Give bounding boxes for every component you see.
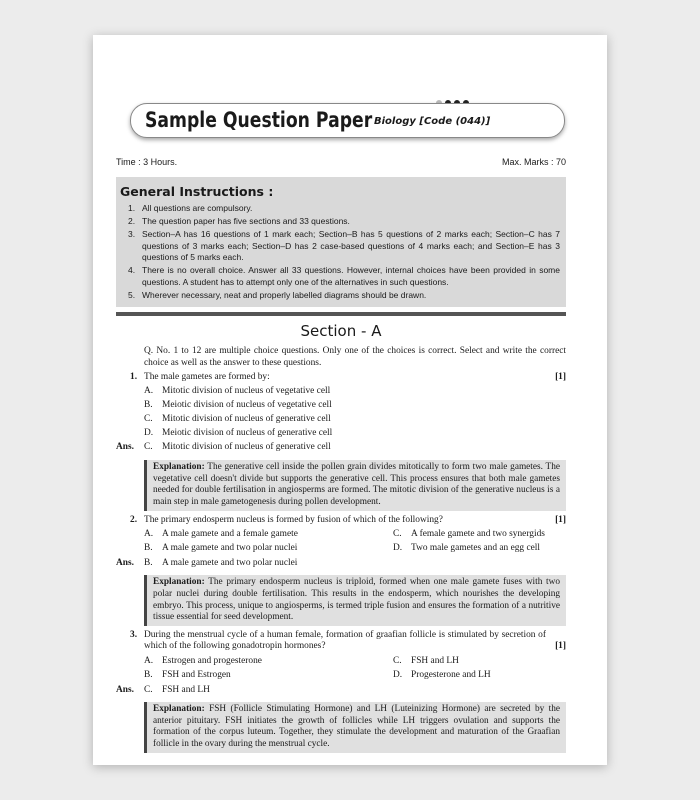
paper-subtitle: Biology [Code (044)] xyxy=(374,116,491,127)
questions-content xyxy=(116,346,566,757)
question-marks: [1] xyxy=(555,641,566,652)
option-text: Estrogen and progesterone xyxy=(162,656,262,667)
section-intro: Q. No. 1 to 12 are multiple choice questions. Only one of the choices is correct. Select and write the correct choice as well as the answer to these questions. xyxy=(144,346,566,368)
option-label: B. xyxy=(144,400,153,411)
option-label: D. xyxy=(393,670,403,681)
option-label: A. xyxy=(144,529,154,540)
option-label: B. xyxy=(144,543,153,554)
answer-option: C. xyxy=(144,442,153,453)
option-text: A female gamete and two synergids xyxy=(411,529,545,540)
explanation-text: The generative cell inside the pollen grain divides mitotically to form two male gametes. The vegetative cell doesn't divide but supports the generative cell. This process ensures that both male gametes needed for double fertilisation in angiosperms are formed. The mitotic division of the generative nucleus is a main step in male gametogenesis during pollen development. xyxy=(153,462,560,507)
instruction-item xyxy=(116,265,560,288)
instruction-text: All questions are compulsory. xyxy=(142,203,253,213)
options-row xyxy=(116,529,566,541)
answer-line xyxy=(116,442,566,454)
option-text: Two male gametes and an egg cell xyxy=(411,543,540,554)
instruction-item xyxy=(116,203,560,215)
instruction-number: 3. xyxy=(128,229,136,240)
option-label: A. xyxy=(144,656,154,667)
option xyxy=(116,386,566,398)
answer-label: Ans. xyxy=(116,557,134,568)
option xyxy=(116,414,566,426)
explanation-label: Explanation: xyxy=(153,704,205,715)
option xyxy=(116,656,365,668)
option-text: Meiotic division of nucleus of vegetative cell xyxy=(162,400,332,411)
instruction-text: Wherever necessary, neat and properly labelled diagrams should be drawn. xyxy=(142,290,427,301)
options-row xyxy=(116,670,566,682)
explanation-text: The primary endosperm nucleus is triploid, formed when one male gamete fuses with two polar nuclei during double fertilisation. This results in the endosperm, which nourishes the developing embryo. This process, unique to angiosperms, is termed triple fusion and ensures the formation of a nutritive tissue essential for seed development. xyxy=(153,577,561,623)
instruction-text: Section–A has 16 questions of 1 mark each; Section–B has 5 questions of 2 marks each; Section–C has 7 questions of 3 marks each; Section–D has 2 case-based questions of 4 marks each; and Section–E has 3 questions of 5 marks each. xyxy=(142,229,560,263)
answer-option: B. xyxy=(144,557,153,568)
option xyxy=(116,529,365,541)
option-text: Progesterone and LH xyxy=(411,670,491,681)
explanation-label: Explanation: xyxy=(153,462,205,473)
instruction-text: The question paper has five sections and 33 questions. xyxy=(142,216,350,227)
paper-title: Sample Question Paper xyxy=(145,108,373,132)
instruction-number: 2. xyxy=(128,216,136,227)
answer-label: Ans. xyxy=(116,684,134,695)
explanation-box xyxy=(144,460,566,510)
option-label: C. xyxy=(393,656,402,667)
explanation-box xyxy=(144,575,566,625)
option-text: Mitotic division of nucleus of vegetative cell xyxy=(162,386,331,397)
question-text: During the menstrual cycle of a human female, formation of graafian follicle is stimulated by secretion of which of the following gonadotropin hormones? xyxy=(144,629,546,652)
option xyxy=(116,670,365,682)
option-text: FSH and Estrogen xyxy=(162,670,231,681)
option-label: B. xyxy=(144,670,153,681)
instruction-item xyxy=(116,229,560,264)
option-label: A. xyxy=(144,386,154,397)
option-label: D. xyxy=(144,428,154,439)
question-number: 2. xyxy=(130,514,138,525)
option-text: A male gamete and a female gamete xyxy=(162,529,298,540)
question-text: The male gametes are formed by: xyxy=(144,372,270,383)
answer-text: FSH and LH xyxy=(162,684,210,695)
option-label: C. xyxy=(393,529,402,540)
answer-line xyxy=(116,685,566,697)
section-divider xyxy=(116,312,566,316)
option xyxy=(116,428,566,440)
question-1 xyxy=(116,372,566,384)
section-title: Section - A xyxy=(300,322,382,340)
question-marks: [1] xyxy=(555,372,566,383)
question-marks: [1] xyxy=(555,514,566,525)
explanation-text: FSH (Follicle Stimulating Hormone) and LH (Luteinizing Hormone) are secreted by the anterior pituitary. FSH initiates the growth of follicles while LH triggers ovulation and supports the formation of the corpus luteum. Together, they stimulate the development and maturation of the Graafian follicle in the ovary during the menstrual cycle. xyxy=(153,704,561,750)
option-text: FSH and LH xyxy=(411,656,459,667)
answer-text: A male gamete and two polar nuclei xyxy=(162,557,298,568)
instruction-item xyxy=(116,290,560,302)
instruction-number: 1. xyxy=(128,203,136,213)
answer-text: Mitotic division of nucleus of generative cell xyxy=(162,442,331,453)
max-marks-label: Max. Marks : 70 xyxy=(501,157,566,167)
option xyxy=(365,529,611,541)
question-text: The primary endosperm nucleus is formed by fusion of which of the following? xyxy=(144,514,443,525)
answer-line xyxy=(116,558,566,570)
question-3 xyxy=(116,630,566,653)
option xyxy=(116,543,365,555)
time-label: Time : 3 Hours. xyxy=(116,157,178,167)
question-number: 1. xyxy=(130,372,138,383)
general-instructions-box xyxy=(116,177,566,307)
options-row xyxy=(116,543,566,555)
title-banner xyxy=(130,103,565,138)
answer-option: C. xyxy=(144,684,153,695)
explanation-label: Explanation: xyxy=(153,577,205,588)
option-label: D. xyxy=(393,543,403,554)
option-text: Meiotic division of nucleus of generative cell xyxy=(162,428,333,439)
option xyxy=(365,656,611,668)
option-label: C. xyxy=(144,414,153,425)
instructions-list xyxy=(116,203,560,303)
instructions-title: General Instructions : xyxy=(120,184,274,199)
question-2 xyxy=(116,515,566,527)
answer-label: Ans. xyxy=(116,442,134,453)
instruction-text: There is no overall choice. Answer all 33 questions. However, internal choices have been provided in some questions. A student has to attempt only one of the alternatives in such questions. xyxy=(142,265,560,288)
option xyxy=(365,670,611,682)
option xyxy=(365,543,611,555)
options-row xyxy=(116,656,566,668)
option-text: A male gamete and two polar nuclei xyxy=(162,543,298,554)
question-number: 3. xyxy=(130,629,138,640)
option-text: Mitotic division of nucleus of generative cell xyxy=(162,414,331,425)
option xyxy=(116,400,566,412)
instruction-number: 5. xyxy=(128,290,136,301)
explanation-box xyxy=(144,702,566,752)
instruction-item xyxy=(116,216,560,228)
instruction-number: 4. xyxy=(128,265,136,276)
